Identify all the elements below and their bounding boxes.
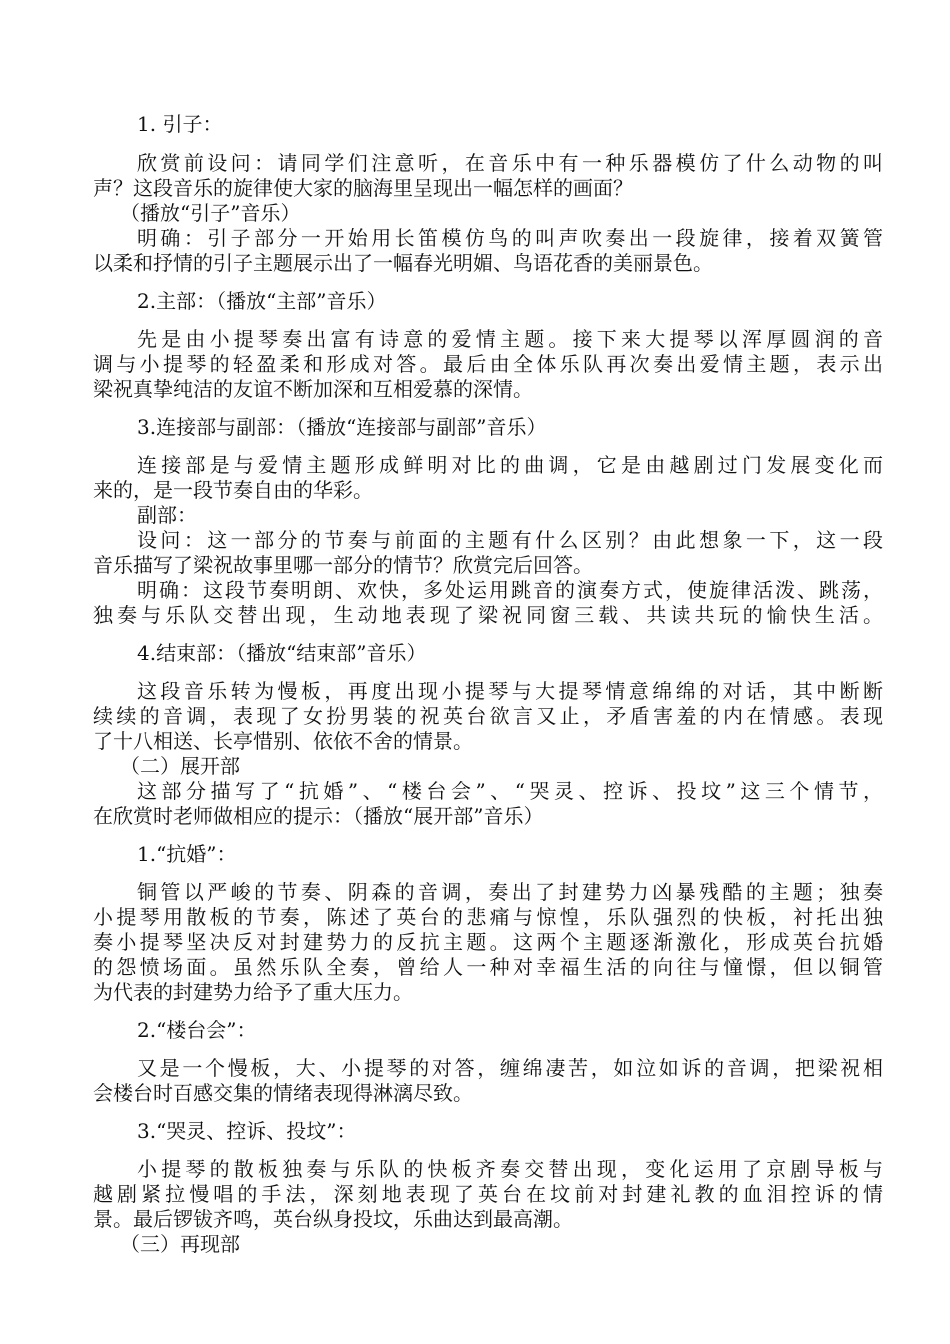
paragraph-line: 明确：这段节奏明朗、欢快，多处运用跳音的演奏方式，使旋律活泼、跳荡， (137, 578, 883, 602)
paragraph-line: 这段音乐转为慢板，再度出现小提琴与大提琴情意绵绵的对话，其中断断 (137, 679, 883, 703)
paragraph-line: 的怨愤场面。虽然乐队全奏，曾给人一种对幸福生活的向往与憧憬，但以铜管 (93, 955, 883, 979)
heading-connecting-section: 3.连接部与副部：（播放“连接部与副部”音乐） (137, 415, 547, 439)
subheading-secondary: 副部： (137, 503, 197, 527)
paragraph-line: 奏小提琴坚决反对封建势力的反抗主题。这两个主题逐渐激化，形成英台抗婚 (93, 930, 883, 954)
paragraph-line: 欣赏前设问：请同学们注意听，在音乐中有一种乐器模仿了什么动物的叫 (137, 151, 883, 175)
heading-tower-meeting: 2.“楼台会”： (137, 1018, 257, 1042)
paragraph-line: 续续的音调，表现了女扮男装的祝英台欲言又止，矛盾害羞的内在情感。表现 (93, 704, 883, 728)
play-note: （播放“引子”音乐） (120, 201, 301, 225)
paragraph-line: 了十八相送、长亭惜别、依依不舍的情景。 (93, 729, 473, 753)
paragraph-line: 先是由小提琴奏出富有诗意的爱情主题。接下来大提琴以浑厚圆润的音 (137, 327, 883, 351)
paragraph-line: 声？这段音乐的旋律使大家的脑海里呈现出一幅怎样的画面？ (93, 176, 633, 200)
paragraph-line: 设问：这一部分的节奏与前面的主题有什么区别？由此想象一下，这一段 (137, 528, 883, 552)
paragraph-line: 越剧紧拉慢唱的手法，深刻地表现了英台在坟前对封建礼教的血泪控诉的情 (93, 1182, 883, 1206)
paragraph-line: 小提琴用散板的节奏，陈述了英台的悲痛与惊惶，乐队强烈的快板，衬托出独 (93, 905, 883, 929)
paragraph-line: 独奏与乐队交替出现，生动地表现了梁祝同窗三载、共读共玩的愉快生活。 (93, 603, 883, 627)
paragraph-line: 连接部是与爱情主题形成鲜明对比的曲调，它是由越剧过门发展变化而 (137, 453, 883, 477)
paragraph-line: 调与小提琴的轻盈柔和形成对答。最后由全体乐队再次奏出爱情主题，表示出 (93, 352, 883, 376)
heading-ending-section: 4.结束部：（播放“结束部”音乐） (137, 641, 427, 665)
paragraph-line: 铜管以严峻的节奏、阴森的音调，奏出了封建势力凶暴残酷的主题；独奏 (137, 880, 883, 904)
section-heading-development: （二）展开部 (120, 754, 240, 778)
paragraph-line: 这部分描写了“抗婚”、“楼台会”、“哭灵、控诉、投坟”这三个情节， (137, 779, 883, 803)
paragraph-line: 景。最后锣钹齐鸣，英台纵身投坟，乐曲达到最高潮。 (93, 1207, 573, 1231)
heading-main-section: 2.主部：（播放“主部”音乐） (137, 289, 387, 313)
paragraph-line: 会楼台时百感交集的情绪表现得淋漓尽致。 (93, 1081, 473, 1105)
paragraph-line: 明确：引子部分一开始用长笛模仿鸟的叫声吹奏出一段旋律，接着双簧管 (137, 226, 883, 250)
paragraph-line: 又是一个慢板，大、小提琴的对答，缠绵凄苦，如泣如诉的音调，把梁祝相 (137, 1056, 883, 1080)
heading-intro: 1. 引子： (137, 112, 223, 136)
section-heading-recapitulation: （三）再现部 (120, 1232, 240, 1256)
paragraph-line: 小提琴的散板独奏与乐队的快板齐奏交替出现，变化运用了京剧导板与 (137, 1157, 883, 1181)
paragraph-line: 音乐描写了梁祝故事里哪一部分的情节？欣赏完后回答。 (93, 553, 593, 577)
paragraph-line: 在欣赏时老师做相应的提示：（播放“展开部”音乐） (93, 804, 544, 828)
paragraph-line: 以柔和抒情的引子主题展示出了一幅春光明媚、鸟语花香的美丽景色。 (93, 251, 713, 275)
paragraph-line: 为代表的封建势力给予了重大压力。 (93, 980, 413, 1004)
paragraph-line: 来的，是一段节奏自由的华彩。 (93, 478, 373, 502)
heading-mourning: 3.“哭灵、控诉、投坟”： (137, 1119, 357, 1143)
heading-resist-marriage: 1.“抗婚”： (137, 842, 237, 866)
paragraph-line: 梁祝真挚纯洁的友谊不断加深和互相爱慕的深情。 (93, 377, 533, 401)
